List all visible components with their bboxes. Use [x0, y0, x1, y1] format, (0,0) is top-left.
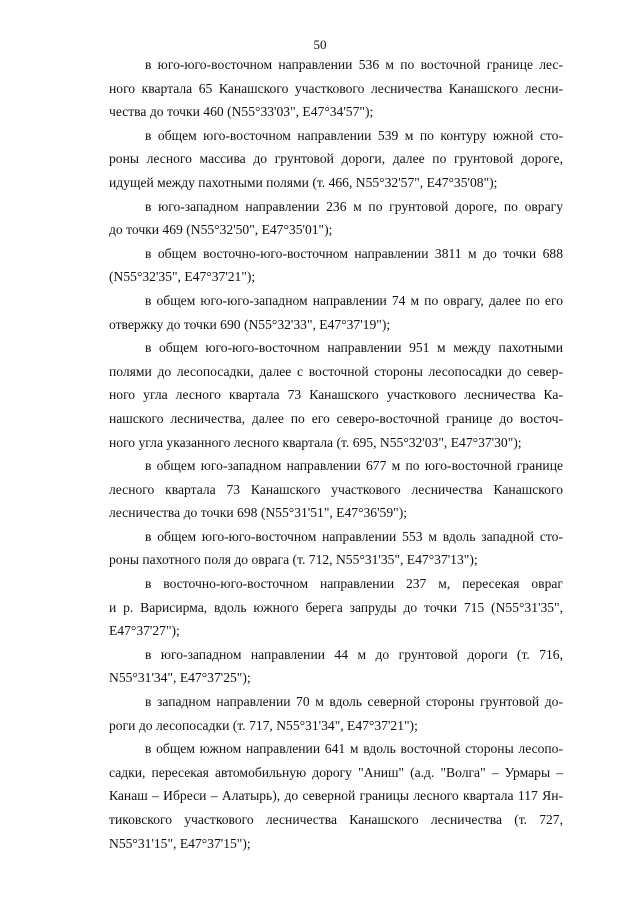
text-line: в общем юго-юго-западном направлении 74 м по оврагу, далее по его [145, 292, 563, 308]
text-line: в общем юго-юго-восточном направлении 951 м между пахотными [145, 340, 563, 356]
text-line: отвержку до точки 690 (N55°32'33", E47°37'19"); [109, 316, 391, 332]
paragraph [109, 336, 563, 454]
text-line: ного угла лесного квартала 73 Канашского участкового лесничества Ка- [109, 387, 563, 403]
text-line: до точки 469 (N55°32'50", E47°35'01"); [109, 222, 333, 238]
paragraph [109, 690, 563, 737]
paragraph [109, 737, 563, 855]
text-line: в восточно-юго-восточном направлении 237 м, пересекая овраг [145, 576, 563, 592]
text-line: чества до точки 460 (N55°33'03", E47°34'57"); [109, 104, 374, 120]
text-line: N55°31'34", E47°37'25"); [109, 670, 251, 686]
text-line: Канаш – Ибреси – Алатырь), до северной границы лесного квартала 117 Ян- [109, 788, 563, 804]
text-line: идущей между пахотными полями (т. 466, N55°32'57", E47°35'08"); [109, 174, 498, 190]
text-line: лесничества до точки 698 (N55°31'51", E47°36'59"); [109, 505, 407, 521]
text-line: роны лесного массива до грунтовой дороги, далее по грунтовой дороге, [109, 151, 563, 167]
paragraph [109, 195, 563, 242]
paragraph [109, 572, 563, 643]
paragraph [109, 124, 563, 195]
text-line: в юго-западном направлении 44 м до грунтовой дороги (т. 716, [145, 646, 563, 662]
text-line: в юго-западном направлении 236 м по грунтовой дороге, по оврагу [145, 198, 563, 214]
paragraph [109, 525, 563, 572]
text-line: в западном направлении 70 м вдоль северной стороны грунтовой до- [145, 694, 563, 710]
text-line: тиковского участкового лесничества Канашского лесничества (т. 727, [109, 812, 563, 827]
text-line: N55°31'15", E47°37'15"); [109, 835, 251, 851]
paragraph [109, 289, 563, 336]
text-line: в общем восточно-юго-восточном направлении 3811 м до точки 688 [145, 245, 563, 261]
text-line: E47°37'27"); [109, 623, 180, 639]
text-line: нашского лесничества, далее по его северо-восточной границе до восточ- [109, 410, 563, 426]
text-line: (N55°32'35", E47°37'21"); [109, 269, 256, 285]
text-line: лесного квартала 73 Канашского участкового лесничества Канашского [109, 481, 563, 497]
text-line: садки, пересекая автомобильную дорогу "Аниш" (а.д. "Волга" – Урмары – [109, 764, 563, 780]
text-line: ного квартала 65 Канашского участкового лесничества Канашского лесни- [109, 80, 563, 96]
paragraph [109, 53, 563, 124]
paragraph [109, 242, 563, 289]
page-number: 50 [313, 37, 327, 52]
text-line: в юго-юго-восточном направлении 536 м по восточной границе лес- [145, 57, 563, 72]
text-line: в общем юго-восточном направлении 539 м по контуру южной сто- [145, 127, 563, 143]
text-line: роги до лесопосадки (т. 717, N55°31'34", E47°37'21"); [109, 717, 418, 733]
text-line: в общем южном направлении 641 м вдоль восточной стороны лесопо- [145, 741, 563, 757]
paragraph [109, 643, 563, 690]
text-line: в общем юго-юго-восточном направлении 553 м вдоль западной сто- [145, 528, 563, 544]
text-line: в общем юго-западном направлении 677 м по юго-восточной границе [145, 458, 563, 474]
document-body [109, 53, 563, 855]
paragraph [109, 454, 563, 525]
text-line: и р. Варисирма, вдоль южного берега запруды до точки 715 (N55°31'35", [109, 599, 563, 615]
text-line: роны пахотного поля до оврага (т. 712, N55°31'35", E47°37'13"); [109, 552, 478, 568]
text-line: ного угла указанного лесного квартала (т. 695, N55°32'03", E47°37'30"); [109, 434, 522, 450]
text-line: полями до лесопосадки, далее с восточной стороны лесопосадки до север- [109, 363, 563, 379]
